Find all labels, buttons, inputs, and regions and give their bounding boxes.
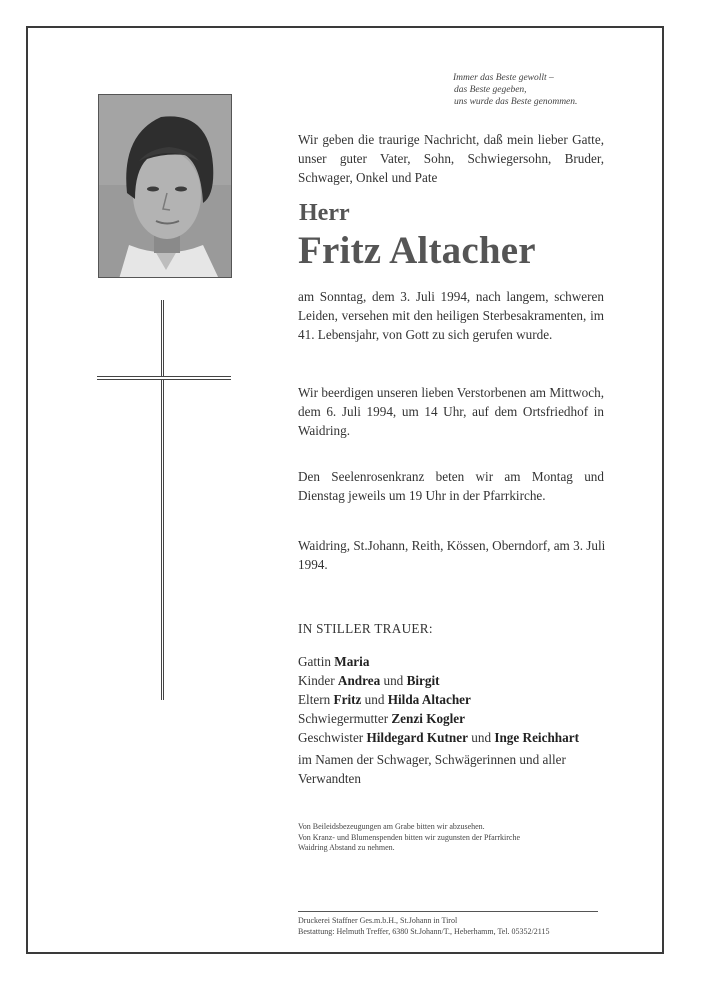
family-parents: Eltern Fritz und Hilda Altacher <box>298 692 471 707</box>
cross-horizontal-bar <box>97 376 231 380</box>
motto-line-3: uns wurde das Beste genommen. <box>454 97 578 107</box>
death-notice: am Sonntag, dem 3. Juli 1994, nach langem, schweren Leiden, versehen mit den heiligen Sterbesakramenten, im 41. Lebensjahr, von Gott zu sich gerufen wurde. <box>298 289 604 342</box>
cross-vertical-bar <box>161 300 164 700</box>
family-mother-in-law: Schwiegermutter Zenzi Kogler <box>298 711 466 726</box>
motto <box>453 72 577 108</box>
portrait-image <box>99 95 232 278</box>
printer-line-2: Bestattung: Helmuth Treffer, 6380 St.Johann/T., Heberhamm, Tel. 05352/2115 <box>298 926 550 936</box>
note-line-2: Von Kranz- und Blumenspenden bitten wir zugunsten der Pfarrkirche <box>298 832 521 842</box>
motto-line-2: das Beste gegeben, <box>454 85 527 95</box>
footer-divider <box>298 911 598 912</box>
portrait-photo <box>98 94 232 278</box>
motto-line-1: Immer das Beste gewollt – <box>453 73 554 83</box>
printer-info <box>298 916 549 937</box>
on-behalf-text: im Namen der Schwager, Schwägerinnen und aller Verwandten <box>298 752 566 786</box>
mourning-heading: IN STILLER TRAUER: <box>298 621 433 636</box>
condolence-note <box>298 822 520 854</box>
family-wife: Gattin Maria <box>298 654 370 669</box>
printer-line-1: Druckerei Staffner Ges.m.b.H., St.Johann in Tirol <box>298 916 458 925</box>
rosary-notice: Den Seelenrosenkranz beten wir am Montag und Dienstag jeweils um 19 Uhr in der Pfarrkirche. <box>298 469 604 503</box>
family-siblings: Geschwister Hildegard Kutner und Inge Reichhart <box>298 730 579 745</box>
salutation: Herr <box>299 200 350 226</box>
note-line-3: Waidring Abstand zu nehmen. <box>298 843 395 852</box>
family-children: Kinder Andrea und Birgit <box>298 673 440 688</box>
place-date: Waidring, St.Johann, Reith, Kössen, Oberndorf, am 3. Juli 1994. <box>298 538 606 572</box>
deceased-name: Fritz Altacher <box>298 229 536 272</box>
note-line-1: Von Beileidsbezeugungen am Grabe bitten wir abzusehen. <box>298 822 485 831</box>
funeral-notice: Wir beerdigen unseren lieben Verstorbenen am Mittwoch, dem 6. Juli 1994, um 14 Uhr, auf dem Ortsfriedhof in Waidring. <box>298 385 604 438</box>
family-list <box>298 652 579 747</box>
intro-text: Wir geben die traurige Nachricht, daß mein lieber Gatte, unser guter Vater, Sohn, Schwiegersohn, Bruder, Schwager, Onkel und Pate <box>298 132 604 185</box>
